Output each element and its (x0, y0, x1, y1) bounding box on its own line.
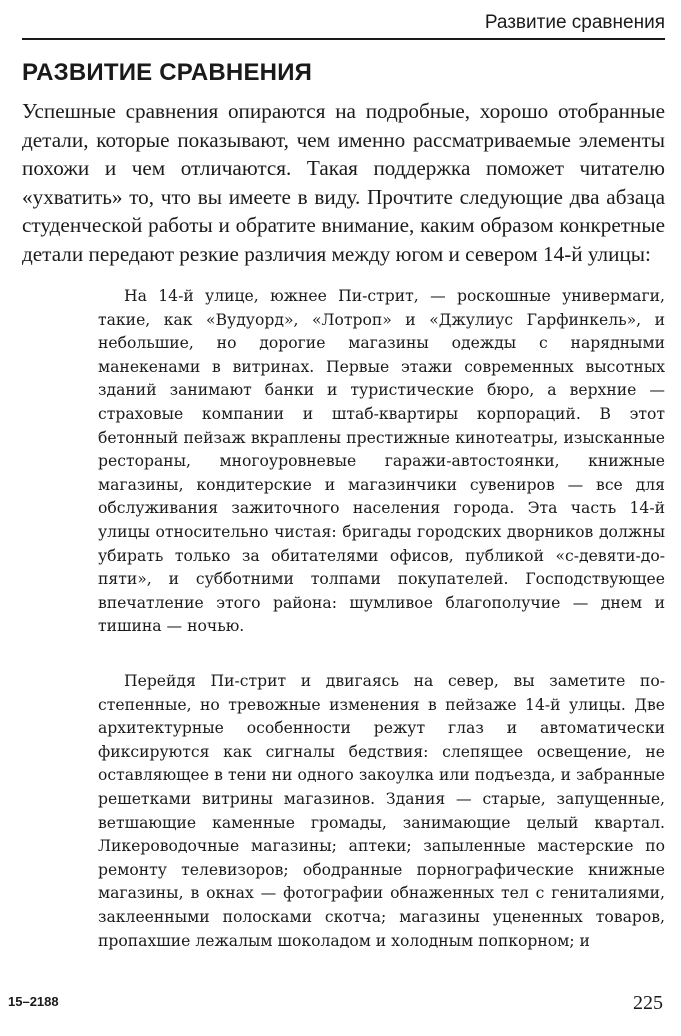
running-head-text: Развитие сравнения (484, 12, 665, 33)
printer-signature: 15–2188 (8, 994, 59, 1009)
section-title: РАЗВИТИЕ СРАВНЕНИЯ (22, 59, 313, 86)
quote-paragraph-2: Перейдя Пи-стрит и двигаясь на север, вы заметите постепенные, но тревожные изменения в пейзаже 14-й улицы. Две архитектурные особенности режут глаз и автоматически фиксируются как сигналы бедствия: слепящее освещение, не оставляющее в тени ни одного закоулка или подъезда, и забранные решетками витрины магазинов. Здания — старые, запущенные, ветшающие каменные громады, занимающие целый квартал. Ликероводочные магазины; аптеки; запыленные мастерские по ремонту телевизоров; ободранные порнографические книжные магазины, в окнах — фотографии обнаженных тел с гениталиями, заклеенными полосками скотча; магазины уцененных товаров, пропахшие лежалым шоколадом и холодным попкорном; и (98, 672, 665, 950)
running-head (22, 8, 665, 40)
page-number: 225 (633, 992, 663, 1014)
lead-paragraph: Успешные сравнения опираются на подробные, хорошо отобранные детали, которые показывают, чем именно рассматриваемые элементы похожи и чем отличаются. Такая поддержка поможет читателю «ухватить» то, что вы имеете в виду. Прочтите следующие два абзаца студенческой работы и обратите внимание, каким образом конкретные детали передают резкие различия между югом и севером 14-й улицы: (22, 99, 665, 266)
quote-paragraph-1: На 14-й улице, южнее Пи-стрит, — роскошные универмаги, такие, как «Вудуорд», «Лотроп» и «Джулиус Гарфинкель», и небольшие, но дорогие магазины одежды с нарядными манекенами в витринах. Первые этажи современных высотных зданий занимают банки и туристические бюро, а верхние — страховые компании и штаб-квартиры корпораций. В этот бетонный пейзаж вкраплены престижные кинотеатры, изысканные рестораны, многоуровневые гаражи-автостоянки, книжные магазины, кондитерские и магазинчики сувениров — все для обслуживания зажиточного населения города. Эта часть 14-й улицы относительно чистая: бригады городских дворников должны убирать только за обитателями офисов, публикой «с-девяти-до-пяти», и субботними толпами покупателей. Господствующее впечатление этого района: шумливое благополучие — днем и тишина — ночью. (98, 287, 665, 636)
